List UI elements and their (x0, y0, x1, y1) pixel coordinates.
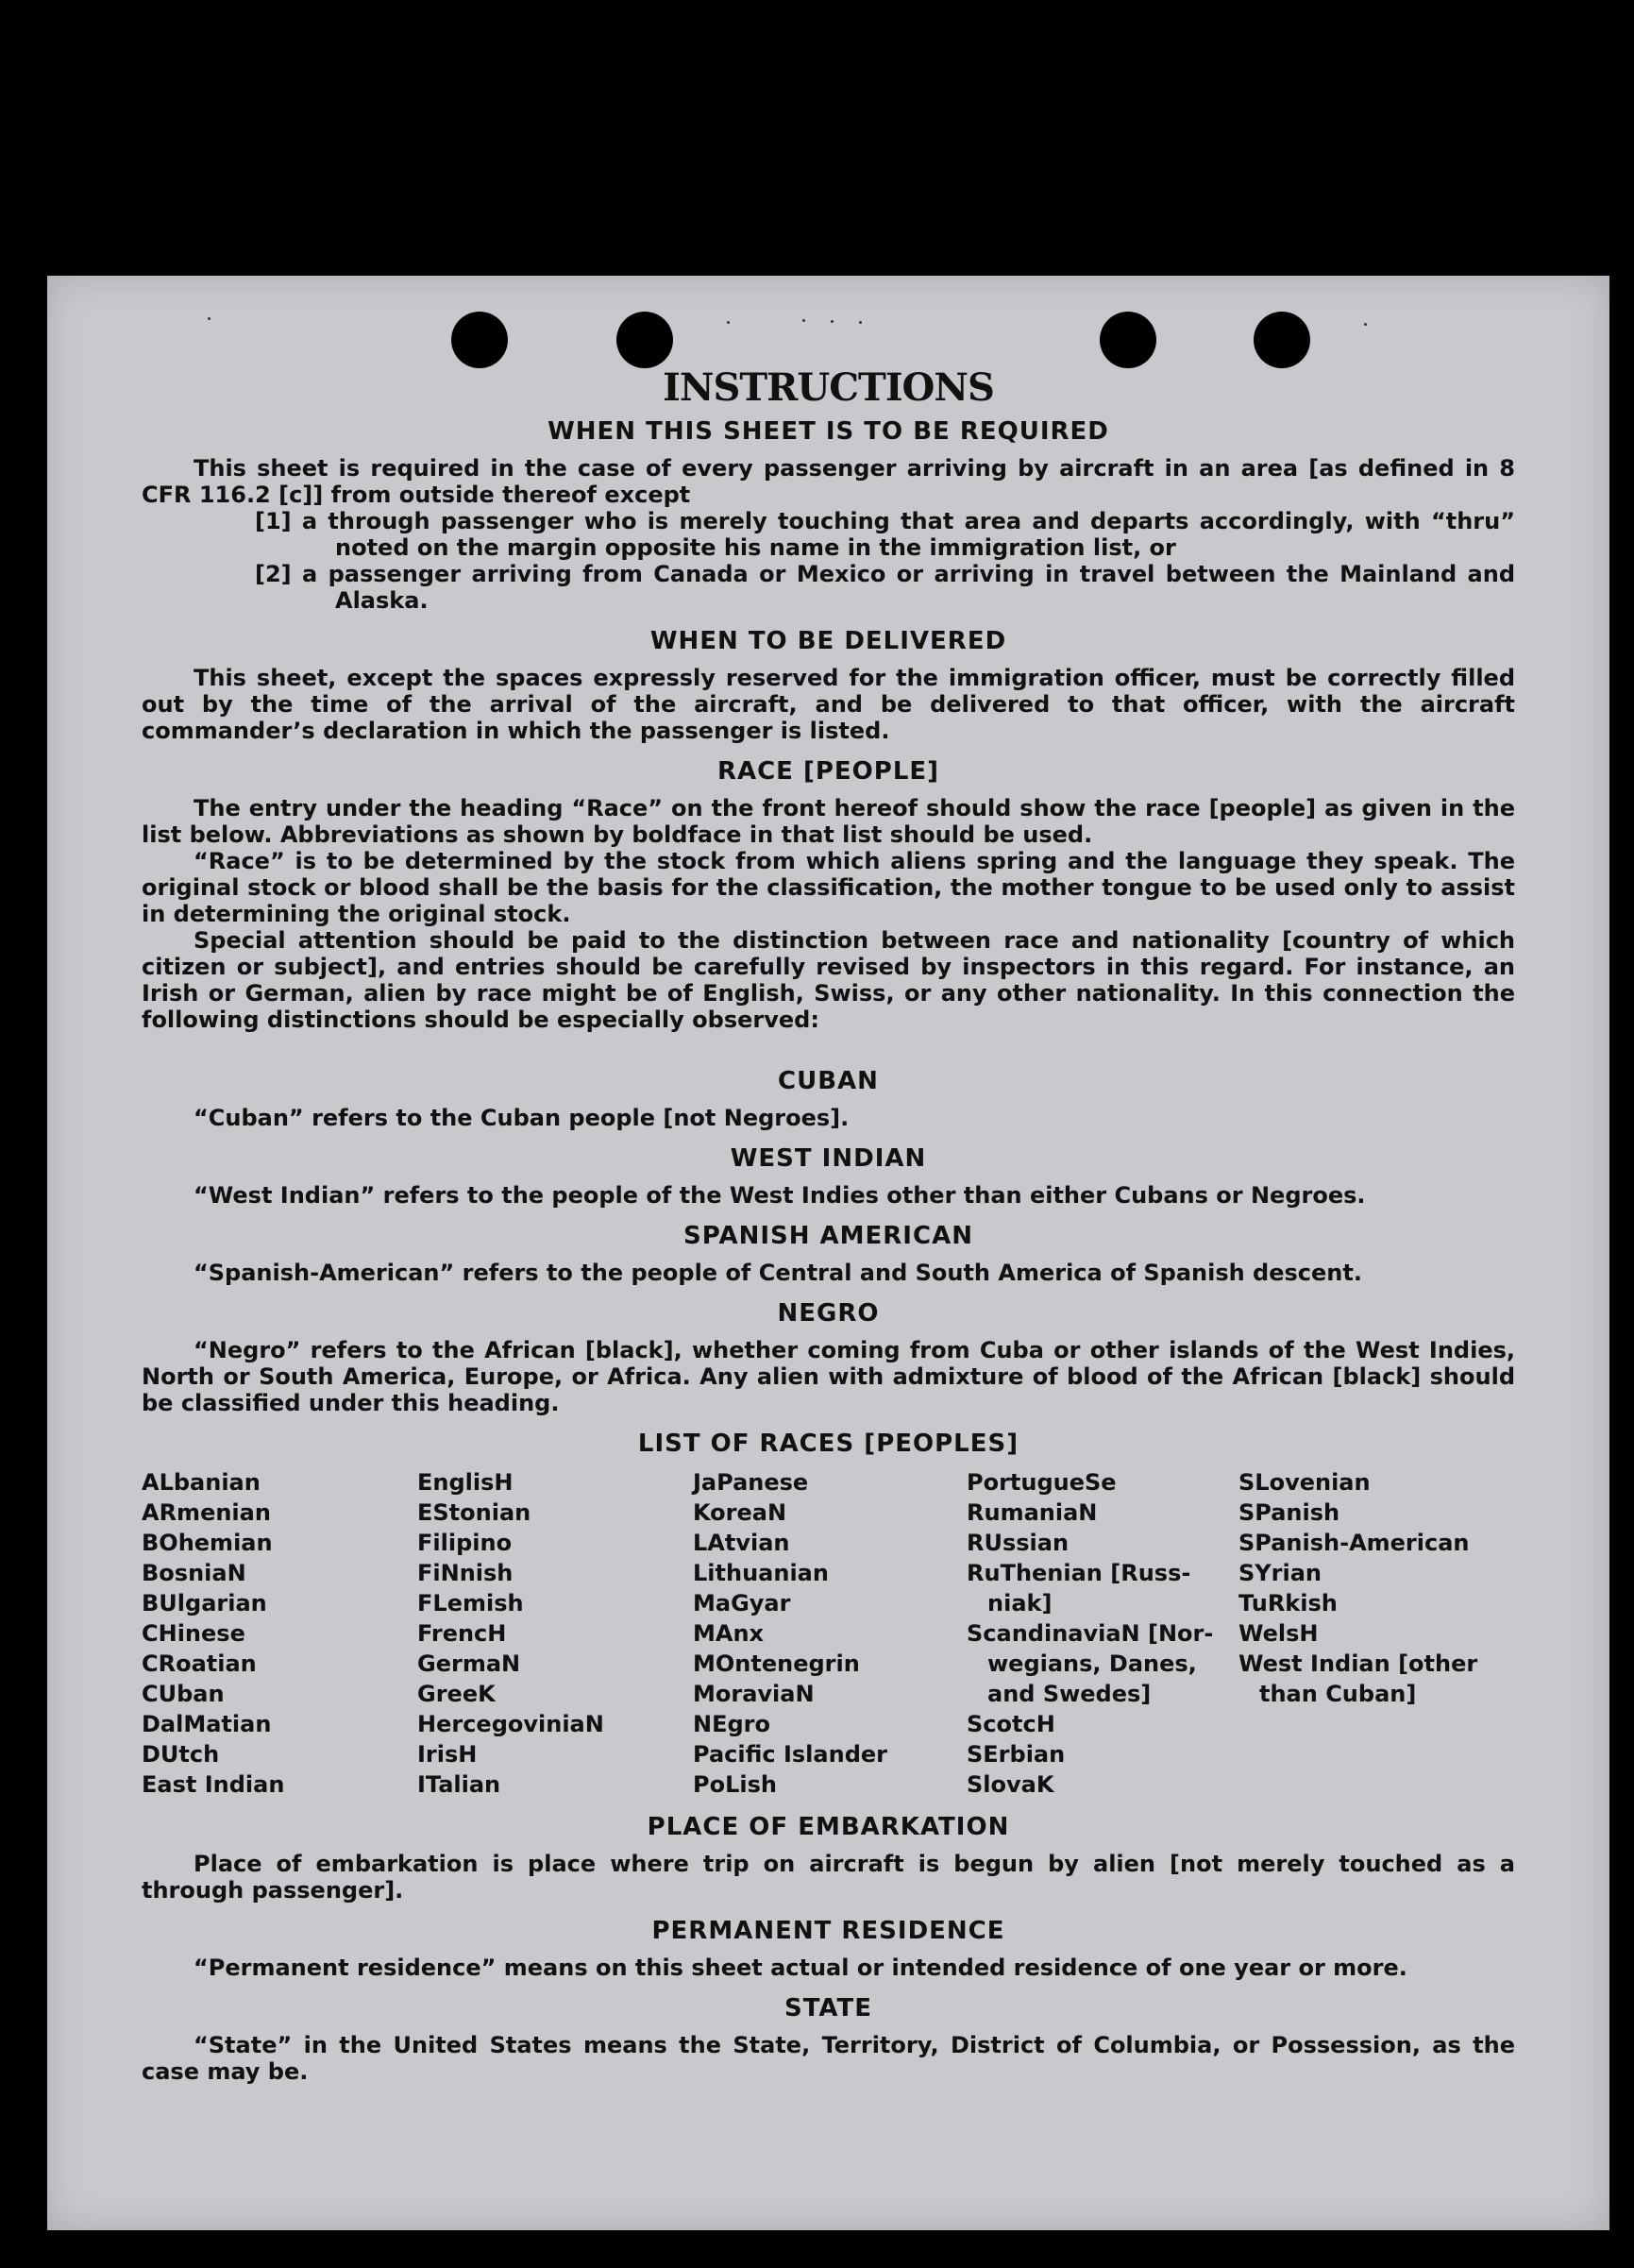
races-column (1238, 1467, 1522, 1800)
race-item: PortugueSe (967, 1469, 1117, 1496)
race-item: KoreaN (693, 1499, 787, 1526)
race-item: NEgro (693, 1711, 770, 1737)
race-item: SPanish (1238, 1499, 1340, 1526)
section-heading: STATE (783, 1994, 873, 2023)
race-item: West Indian [other (1238, 1650, 1478, 1677)
paragraph: The entry under the heading “Race” on the front hereof should show the race [people] as given in the list below. Abbreviations as shown by boldface in that list should be used. (142, 795, 1515, 848)
punch-hole (616, 312, 673, 368)
race-item: BUlgarian (142, 1590, 267, 1616)
race-item: RuThenian [Russ- (967, 1560, 1191, 1586)
race-item: and Swedes] (987, 1681, 1152, 1707)
race-item: CRoatian (142, 1650, 257, 1677)
race-item: ITalian (417, 1771, 501, 1798)
paragraph: “State” in the United States means the State, Territory, District of Columbia, or Possession, as the case may be. (142, 2032, 1515, 2085)
race-item: DUtch (142, 1741, 220, 1768)
section-heading: PERMANENT RESIDENCE (651, 1917, 1005, 1945)
race-item: BosniaN (142, 1560, 246, 1586)
race-item: WelsH (1238, 1620, 1319, 1647)
race-item: JaPanese (693, 1469, 809, 1496)
race-item: ScandinaviaN [Nor- (967, 1620, 1214, 1647)
race-item: RumaniaN (967, 1499, 1098, 1526)
race-item: East Indian (142, 1771, 285, 1798)
races-column (967, 1467, 1238, 1800)
race-item: CHinese (142, 1620, 245, 1647)
race-item: GreeK (417, 1681, 496, 1707)
document-sheet (47, 276, 1609, 2230)
race-item: SLovenian (1238, 1469, 1371, 1496)
paragraph: “West Indian” refers to the people of the West Indies other than either Cubans or Negroes. (194, 1182, 1366, 1209)
races-list (142, 1467, 1515, 1800)
race-item: FrencH (417, 1620, 507, 1647)
race-item: ARmenian (142, 1499, 271, 1526)
race-item: FLemish (417, 1590, 524, 1616)
race-item: FiNnish (417, 1560, 514, 1586)
section-heading: WHEN TO BE DELIVERED (649, 627, 1007, 655)
section-heading: WEST INDIAN (730, 1144, 927, 1173)
race-item: MOntenegrin (693, 1650, 860, 1677)
section-heading: PLACE OF EMBARKATION (647, 1813, 1010, 1841)
section-heading: SPANISH AMERICAN (683, 1222, 973, 1250)
paragraph: Special attention should be paid to the distinction between race and nationality [country of which citizen or subject], and entries should be carefully revised by inspectors in this regard. For instance, an Irish or German, alien by race might be of English, Swiss, or any other nationality. In this connection the following distinctions should be especially observed: (142, 927, 1515, 1033)
race-item: DalMatian (142, 1711, 272, 1737)
paragraph: “Negro” refers to the African [black], whether coming from Cuba or other islands of the West Indies, North or South America, Europe, or Africa. Any alien with admixture of blood of the African [black] should be classified under this heading. (142, 1337, 1515, 1416)
paragraph: “Cuban” refers to the Cuban people [not Negroes]. (194, 1105, 850, 1131)
race-item: CUban (142, 1681, 225, 1707)
paragraph: This sheet is required in the case of every passenger arriving by aircraft in an area [as defined in 8 CFR 116.2 [c]] from outside thereof except (142, 455, 1515, 508)
paragraph: “Permanent residence” means on this sheet actual or intended residence of one year or more. (194, 1955, 1407, 1981)
section-heading: NEGRO (777, 1299, 880, 1328)
paragraph: This sheet, except the spaces expressly reserved for the immigration officer, must be correctly filled out by the time of the arrival of the aircraft, and be delivered to that officer, with the aircraft commander’s declaration in which the passenger is listed. (142, 665, 1515, 744)
race-item: MAnx (693, 1620, 765, 1647)
section-heading: WHEN THIS SHEET IS TO BE REQUIRED (547, 417, 1109, 446)
list-item: [1] a through passenger who is merely touching that area and departs accordingly, with “thru” noted on the margin opposite his name in the immigration list, or (255, 508, 1515, 561)
section-heading: LIST OF RACES [PEOPLES] (637, 1430, 1019, 1458)
punch-hole (1100, 312, 1156, 368)
race-item: Pacific Islander (693, 1741, 887, 1768)
race-item: niak] (987, 1590, 1053, 1616)
list-item: [2] a passenger arriving from Canada or Mexico or arriving in travel between the Mainland and Alaska. (255, 561, 1515, 614)
race-item: ScotcH (967, 1711, 1055, 1737)
race-item: SErbian (967, 1741, 1066, 1768)
paragraph: “Spanish-American” refers to the people of Central and South America of Spanish descent. (194, 1260, 1362, 1286)
race-item: MaGyar (693, 1590, 791, 1616)
races-column (417, 1467, 693, 1800)
paragraph: “Race” is to be determined by the stock from which aliens spring and the language they speak. The original stock or blood shall be the basis for the classification, the mother tongue to be used only to assist in determining the original stock. (142, 848, 1515, 927)
race-item: HercegoviniaN (417, 1711, 604, 1737)
races-column (693, 1467, 967, 1800)
race-item: LAtvian (693, 1530, 790, 1556)
race-item: IrisH (417, 1741, 478, 1768)
race-item: Lithuanian (693, 1560, 829, 1586)
race-item: PoLish (693, 1771, 777, 1798)
page-title: INSTRUCTIONS (663, 365, 994, 410)
race-item: RUssian (967, 1530, 1070, 1556)
race-item: EStonian (417, 1499, 531, 1526)
paragraph: Place of embarkation is place where trip on aircraft is begun by alien [not merely touched as a through passenger]. (142, 1851, 1515, 1904)
race-item: than Cuban] (1259, 1681, 1417, 1707)
race-item: EnglisH (417, 1469, 514, 1496)
race-item: SPanish-American (1238, 1530, 1470, 1556)
race-item: ALbanian (142, 1469, 261, 1496)
section-heading: CUBAN (778, 1067, 879, 1095)
race-item: SYrian (1238, 1560, 1322, 1586)
punch-hole (1254, 312, 1310, 368)
section-heading: RACE [PEOPLE] (716, 757, 940, 786)
race-item: Filipino (417, 1530, 513, 1556)
punch-hole (451, 312, 508, 368)
race-item: GermaN (417, 1650, 521, 1677)
race-item: wegians, Danes, (987, 1650, 1197, 1677)
race-item: SlovaK (967, 1771, 1054, 1798)
race-item: MoraviaN (693, 1681, 815, 1707)
race-item: TuRkish (1238, 1590, 1338, 1616)
races-column (142, 1467, 417, 1800)
race-item: BOhemian (142, 1530, 273, 1556)
instructions-content (142, 365, 1515, 2085)
